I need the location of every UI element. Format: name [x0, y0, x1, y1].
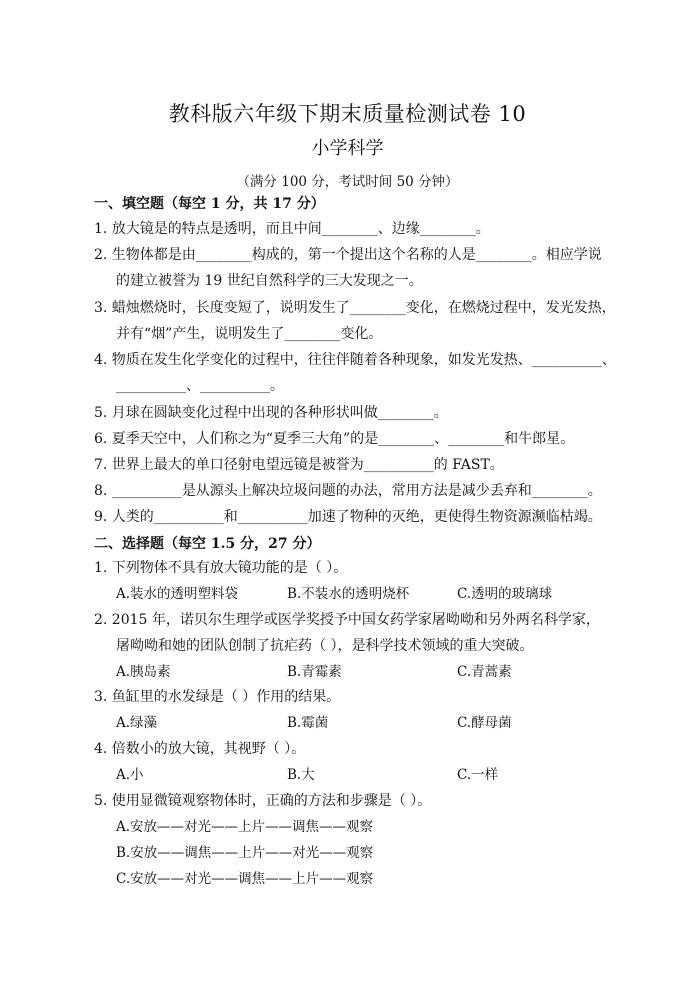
fill-question-4: 4. 物质在发生化学变化的过程中，往往伴随着各种现象，如发光发热、__________、 [94, 352, 616, 368]
choice-3-option-b: B.霉菌 [287, 715, 329, 731]
section-choice-heading: 二、选择题（每空 1.5 分，27 分） [94, 536, 321, 552]
choice-question-2: 2. 2015 年，诺贝尔生理学或医学奖授予中国女药学家屠呦呦和另外两名科学家， [94, 612, 600, 628]
fill-question-5: 5. 月球在圆缺变化过程中出现的各种形状叫做________。 [94, 405, 448, 421]
choice-question-5: 5. 使用显微镜观察物体时，正确的方法和步骤是（ ）。 [94, 793, 432, 809]
exam-subtitle: 小学科学 [311, 138, 384, 159]
choice-2-option-a: A.胰岛素 [116, 664, 171, 680]
fill-question-7: 7. 世界上最大的单口径射电望远镜是被誉为__________的 FAST。 [94, 457, 504, 473]
fill-question-2-cont: 的建立被誉为 19 世纪自然科学的三大发现之一。 [116, 273, 423, 289]
fill-question-2: 2. 生物体都是由________构成的，第一个提出这个名称的人是________。相应学说 [94, 247, 602, 263]
choice-3-option-c: C.酵母菌 [457, 715, 512, 731]
choice-question-4: 4. 倍数小的放大镜，其视野（ ）。 [94, 741, 306, 757]
choice-question-3: 3. 鱼缸里的水发绿是（ ）作用的结果。 [94, 689, 341, 705]
choice-question-1: 1. 下列物体不具有放大镜功能的是（ ）。 [94, 560, 348, 576]
choice-1-option-a: A.装水的透明塑料袋 [116, 586, 239, 602]
choice-2-option-b: B.青霉素 [287, 664, 342, 680]
fill-question-3: 3. 蜡烛燃烧时，长度变短了，说明发生了________变化，在燃烧过程中，发光发热， [94, 300, 616, 316]
fill-question-4-cont: __________、__________。 [116, 378, 284, 394]
choice-2-option-c: C.青蒿素 [457, 664, 512, 680]
fill-question-8: 8. __________是从源头上解决垃圾问题的办法，常用方法是减少丢弃和________。 [94, 483, 602, 499]
choice-5-option-b: B.安放——调焦——上片——对光——观察 [116, 845, 374, 861]
fill-question-9: 9. 人类的__________和__________加速了物种的灭绝，更使得生物资源濒临枯竭。 [94, 509, 602, 525]
fill-question-3-cont: 并有“烟”产生，说明发生了________变化。 [116, 326, 383, 342]
choice-4-option-a: A.小 [116, 767, 144, 783]
choice-1-option-b: B.不装水的透明烧杯 [287, 586, 410, 602]
choice-3-option-a: A.绿藻 [116, 715, 158, 731]
choice-4-option-b: B.大 [287, 767, 315, 783]
choice-4-option-c: C.一样 [457, 767, 499, 783]
choice-1-option-c: C.透明的玻璃球 [457, 586, 553, 602]
exam-title: 教科版六年级下期末质量检测试卷 10 [168, 102, 527, 126]
choice-question-2-cont: 屠呦呦和她的团队创制了抗疟药（ ），是科学技术领域的重大突破。 [116, 638, 534, 654]
exam-note: （满分 100 分，考试时间 50 分钟） [236, 174, 459, 190]
choice-5-option-a: A.安放——对光——上片——调焦——观察 [116, 819, 374, 835]
fill-question-6: 6. 夏季天空中，人们称之为“夏季三大角”的是________、________和牛郎星。 [94, 431, 575, 447]
fill-question-1: 1. 放大镜是的特点是透明，而且中间________、边缘________。 [94, 221, 490, 237]
choice-5-option-c: C.安放——对光——调焦——上片——观察 [116, 871, 374, 887]
section-fill-heading: 一、填空题（每空 1 分，共 17 分） [94, 196, 325, 212]
